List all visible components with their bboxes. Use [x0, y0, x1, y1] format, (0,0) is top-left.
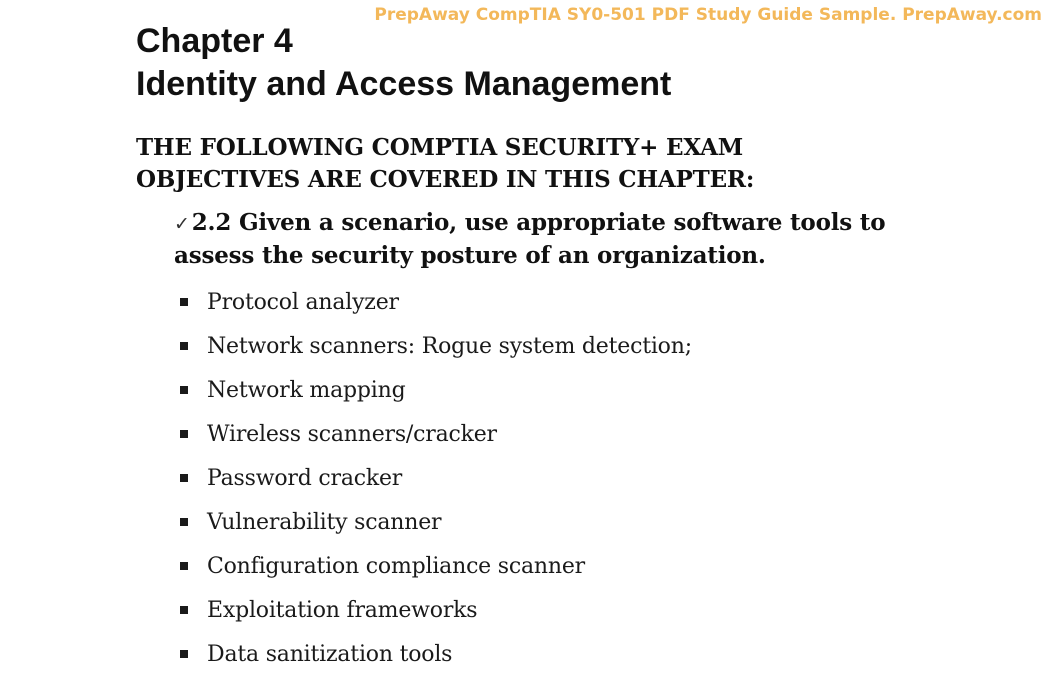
list-item — [180, 456, 692, 500]
exam-objective — [174, 207, 885, 271]
bullet-icon — [180, 518, 188, 526]
list-item — [180, 500, 692, 544]
bullet-icon — [180, 606, 188, 614]
objectives-heading-line-1: THE FOLLOWING COMPTIA SECURITY+ EXAM — [136, 134, 744, 161]
list-item — [180, 588, 692, 632]
bullet-icon — [180, 650, 188, 658]
list-item-text: Protocol analyzer — [207, 289, 399, 315]
list-item — [180, 280, 692, 324]
list-item — [180, 324, 692, 368]
list-item-text: Vulnerability scanner — [207, 509, 442, 535]
checkmark-icon: ✓ — [174, 213, 190, 235]
bullet-icon — [180, 386, 188, 394]
chapter-number: Chapter 4 — [136, 22, 293, 60]
list-item-text: Network mapping — [207, 377, 406, 403]
objective-line-2: assess the security posture of an organization. — [174, 242, 766, 269]
list-item — [180, 412, 692, 456]
bullet-icon — [180, 342, 188, 350]
bullet-icon — [180, 430, 188, 438]
list-item-text: Data sanitization tools — [207, 641, 453, 667]
bullet-icon — [180, 474, 188, 482]
list-item-text: Configuration compliance scanner — [207, 553, 585, 579]
topic-list — [180, 280, 692, 676]
list-item-text: Password cracker — [207, 465, 403, 491]
list-item — [180, 544, 692, 588]
bullet-icon — [180, 298, 188, 306]
objective-line-1: 2.2 Given a scenario, use appropriate software tools to — [191, 209, 886, 236]
list-item-text: Exploitation frameworks — [207, 597, 478, 623]
list-item — [180, 368, 692, 412]
bullet-icon — [180, 562, 188, 570]
watermark-text: PrepAway CompTIA SY0-501 PDF Study Guide Sample. PrepAway.com — [374, 5, 1042, 25]
list-item-text: Wireless scanners/cracker — [207, 421, 497, 447]
objectives-heading-line-2: OBJECTIVES ARE COVERED IN THIS CHAPTER: — [136, 166, 755, 193]
list-item-text: Network scanners: Rogue system detection; — [207, 333, 692, 359]
chapter-title: Identity and Access Management — [136, 65, 672, 103]
chapter-heading — [136, 20, 671, 106]
list-item — [180, 632, 692, 676]
objectives-heading — [136, 132, 754, 196]
